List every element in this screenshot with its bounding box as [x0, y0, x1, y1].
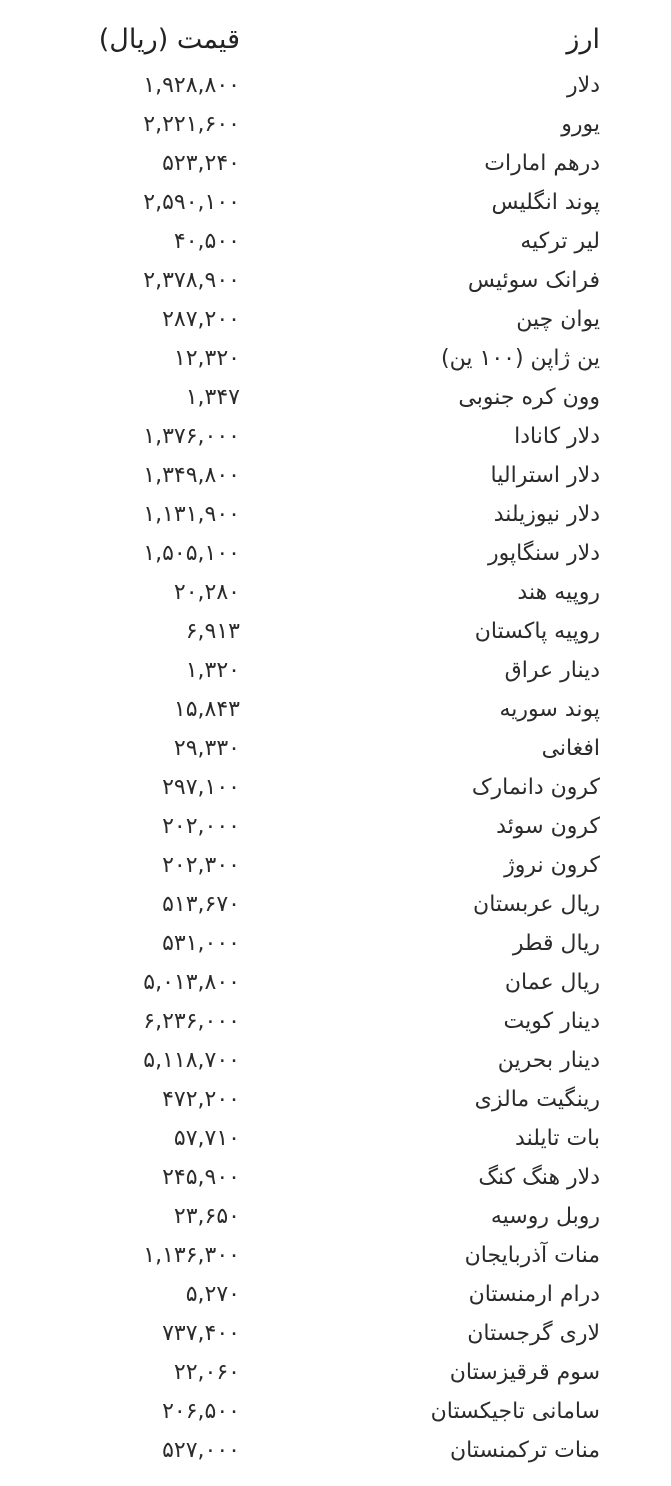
currency-name: افغانی [541, 736, 600, 761]
currency-price: ۵,۱۱۸,۷۰۰ [143, 1048, 240, 1073]
table-row [0, 1392, 671, 1431]
currency-name: منات آذربایجان [464, 1243, 600, 1268]
currency-name: دینار کویت [503, 1009, 600, 1034]
currency-name: کرون دانمارک [471, 775, 600, 800]
currency-name: دلار استرالیا [490, 463, 600, 488]
table-row [0, 1002, 671, 1041]
currency-name: رینگیت مالزی [474, 1087, 600, 1112]
currency-name: فرانک سوئیس [467, 268, 600, 293]
currency-rate-table [0, 20, 671, 1470]
currency-price: ۴۰,۵۰۰ [173, 229, 240, 254]
table-row [0, 1197, 671, 1236]
currency-name: روپیه پاکستان [474, 619, 600, 644]
currency-name: ریال عربستان [473, 892, 600, 917]
table-row [0, 417, 671, 456]
table-row [0, 378, 671, 417]
currency-name: روبل روسیه [490, 1204, 600, 1229]
currency-price: ۲۰۲,۳۰۰ [162, 853, 240, 878]
currency-name: منات ترکمنستان [449, 1438, 600, 1463]
table-row [0, 729, 671, 768]
table-row [0, 222, 671, 261]
table-row [0, 105, 671, 144]
table-row [0, 495, 671, 534]
currency-price: ۲۲,۰۶۰ [173, 1360, 240, 1385]
currency-price: ۵,۲۷۰ [185, 1282, 240, 1307]
currency-price: ۵۲۳,۲۴۰ [162, 151, 240, 176]
table-row [0, 807, 671, 846]
clipped-top-text [0, 0, 671, 4]
currency-price: ۵۲۷,۰۰۰ [162, 1438, 240, 1463]
currency-price: ۷۳۷,۴۰۰ [162, 1321, 240, 1346]
currency-price: ۱,۹۲۸,۸۰۰ [143, 73, 240, 98]
currency-price: ۲۰,۲۸۰ [173, 580, 240, 605]
currency-price: ۲۹,۳۳۰ [173, 736, 240, 761]
currency-column-header: ارز [566, 24, 600, 55]
currency-name: درهم امارات [484, 151, 600, 176]
currency-price: ۱,۱۳۶,۳۰۰ [143, 1243, 240, 1268]
currency-name: بات تایلند [515, 1126, 600, 1151]
currency-price: ۴۷۲,۲۰۰ [162, 1087, 240, 1112]
currency-name: دلار سنگاپور [488, 541, 600, 566]
currency-name: یورو [561, 112, 600, 137]
currency-price: ۱,۱۳۱,۹۰۰ [143, 502, 240, 527]
table-row [0, 261, 671, 300]
currency-price: ۲۹۷,۱۰۰ [162, 775, 240, 800]
currency-price: ۱,۵۰۵,۱۰۰ [143, 541, 240, 566]
table-row [0, 612, 671, 651]
currency-name: روپیه هند [517, 580, 600, 605]
table-row [0, 1431, 671, 1470]
table-row [0, 534, 671, 573]
currency-price: ۵,۰۱۳,۸۰۰ [143, 970, 240, 995]
currency-price: ۵۱۳,۶۷۰ [162, 892, 240, 917]
currency-name: دلار نیوزیلند [493, 502, 600, 527]
table-row [0, 690, 671, 729]
table-row [0, 1119, 671, 1158]
currency-price: ۲۸۷,۲۰۰ [162, 307, 240, 332]
table-row [0, 339, 671, 378]
table-row [0, 1353, 671, 1392]
currency-price: ۲۳,۶۵۰ [173, 1204, 240, 1229]
currency-price: ۱۵,۸۴۳ [173, 697, 240, 722]
currency-name: کرون نروژ [504, 853, 600, 878]
currency-name: ریال عمان [504, 970, 600, 995]
currency-price: ۱,۳۷۶,۰۰۰ [143, 424, 240, 449]
currency-name: دلار [567, 73, 600, 98]
table-row [0, 651, 671, 690]
currency-name: ریال قطر [512, 931, 600, 956]
currency-price: ۲,۲۲۱,۶۰۰ [143, 112, 240, 137]
currency-name: دلار کانادا [514, 424, 600, 449]
currency-name: لیر ترکیه [520, 229, 600, 254]
table-row [0, 846, 671, 885]
table-row [0, 1158, 671, 1197]
table-row [0, 1080, 671, 1119]
currency-name: لاری گرجستان [467, 1321, 600, 1346]
currency-name: پوند سوریه [499, 697, 600, 722]
table-row [0, 1275, 671, 1314]
currency-name: ین ژاپن (۱۰۰ ین) [441, 346, 600, 371]
table-row [0, 885, 671, 924]
table-row [0, 963, 671, 1002]
currency-price: ۲۴۵,۹۰۰ [162, 1165, 240, 1190]
currency-price: ۲,۳۷۸,۹۰۰ [143, 268, 240, 293]
table-row [0, 924, 671, 963]
table-header-row [0, 20, 671, 66]
currency-name: کرون سوئد [496, 814, 600, 839]
table-row [0, 1236, 671, 1275]
currency-price: ۲,۵۹۰,۱۰۰ [143, 190, 240, 215]
currency-name: سوم قرقیزستان [449, 1360, 600, 1385]
currency-price: ۱,۳۲۰ [185, 658, 240, 683]
table-row [0, 456, 671, 495]
table-row [0, 1314, 671, 1353]
table-row [0, 573, 671, 612]
currency-name: دینار عراق [504, 658, 600, 683]
table-row [0, 300, 671, 339]
currency-name: یوان چین [516, 307, 600, 332]
currency-price: ۲۰۶,۵۰۰ [162, 1399, 240, 1424]
currency-price: ۶,۲۳۶,۰۰۰ [143, 1009, 240, 1034]
currency-name: وون کره جنوبی [458, 385, 600, 410]
table-row [0, 768, 671, 807]
currency-price: ۵۳۱,۰۰۰ [162, 931, 240, 956]
currency-price: ۱,۳۴۷ [185, 385, 240, 410]
currency-name: پوند انگلیس [491, 190, 600, 215]
table-row [0, 183, 671, 222]
currency-price: ۲۰۲,۰۰۰ [162, 814, 240, 839]
table-row [0, 66, 671, 105]
currency-price: ۱,۳۴۹,۸۰۰ [143, 463, 240, 488]
table-row [0, 144, 671, 183]
currency-price: ۵۷,۷۱۰ [173, 1126, 240, 1151]
table-row [0, 1041, 671, 1080]
currency-name: دینار بحرین [497, 1048, 600, 1073]
currency-price: ۱۲,۳۲۰ [173, 346, 240, 371]
price-column-header: قیمت (ریال) [98, 24, 240, 55]
currency-name: دلار هنگ کنگ [478, 1165, 600, 1190]
currency-price: ۶,۹۱۳ [185, 619, 240, 644]
currency-name: درام ارمنستان [468, 1282, 600, 1307]
currency-name: سامانی تاجیکستان [430, 1399, 600, 1424]
